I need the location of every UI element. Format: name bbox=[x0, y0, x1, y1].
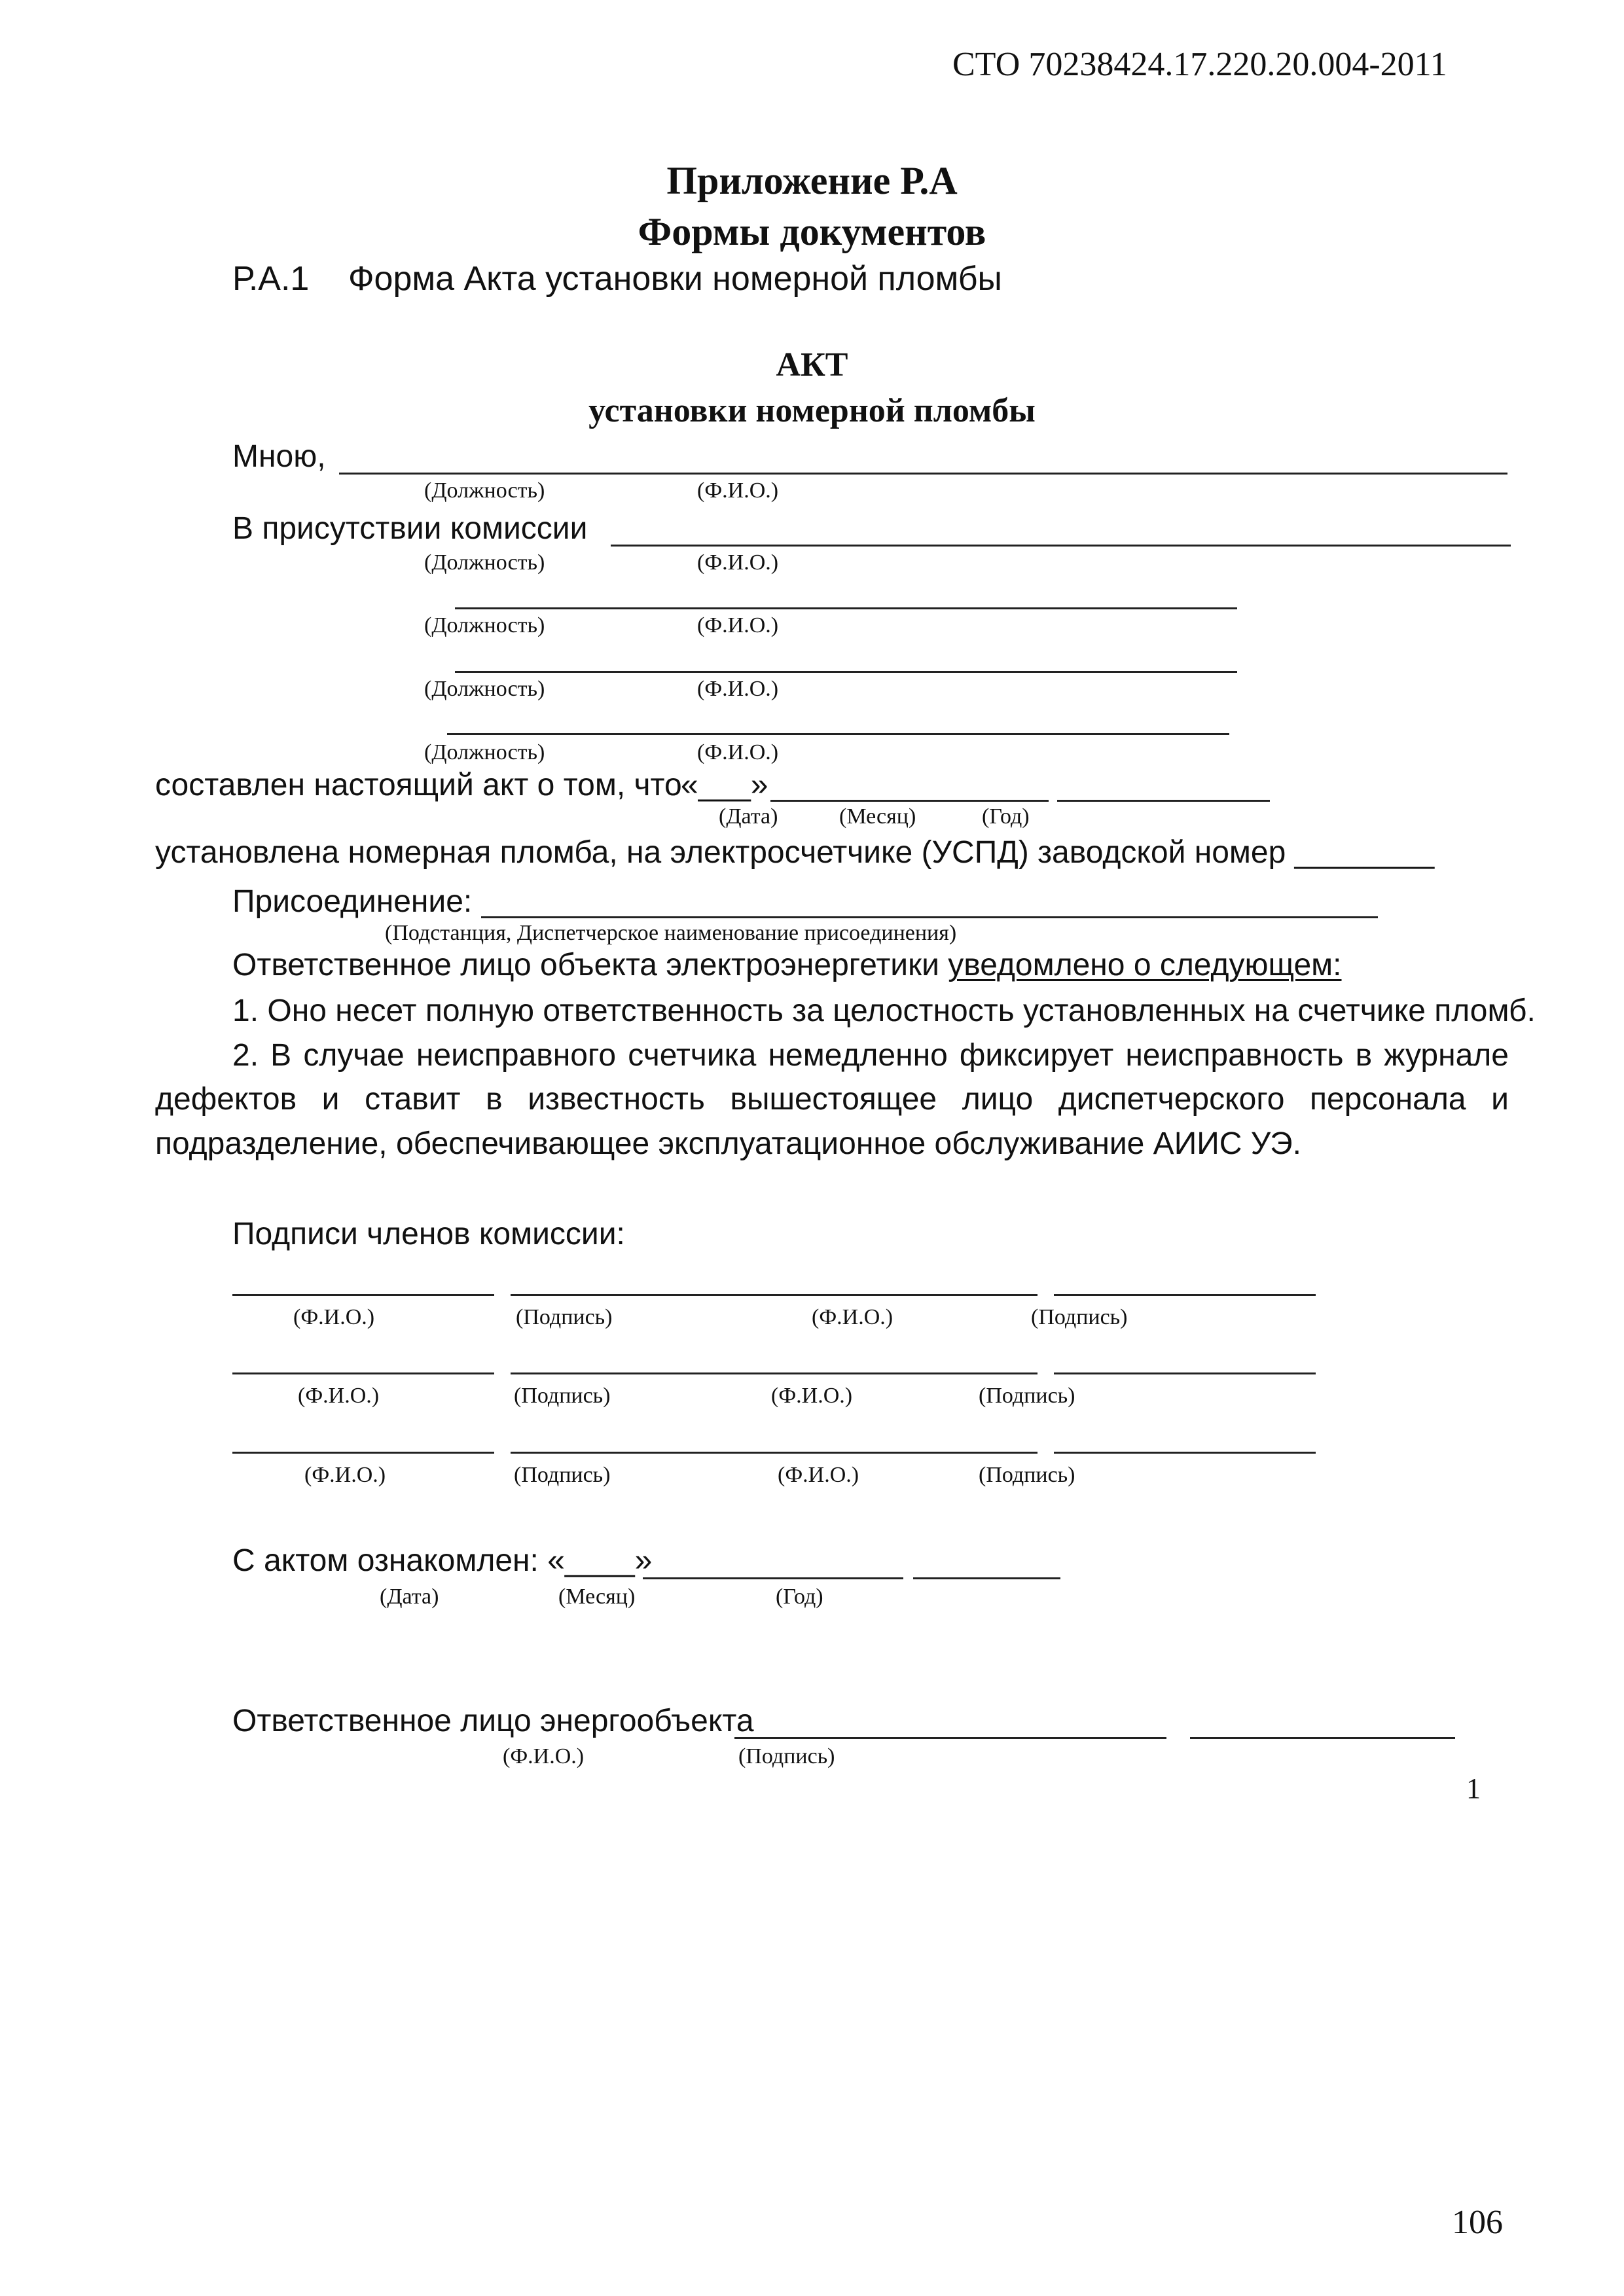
sig-fio-caption: (Ф.И.О.) bbox=[812, 1305, 893, 1329]
sig-sign-line[interactable] bbox=[1054, 1372, 1316, 1374]
acquainted-date-caption: (Дата) bbox=[380, 1585, 439, 1609]
commission-line-2[interactable] bbox=[455, 607, 1237, 609]
commission-line-3[interactable] bbox=[455, 671, 1237, 673]
sig-sign-caption: (Подпись) bbox=[979, 1463, 1075, 1487]
position-caption: (Должность) bbox=[424, 613, 545, 637]
installed-text: установлена номерная пломба, на электросчетчике (УСПД) заводской номер ________ bbox=[155, 835, 1435, 870]
sig-sign-line[interactable] bbox=[511, 1294, 772, 1296]
position-caption: (Должность) bbox=[424, 677, 545, 701]
section-number: Р.А.1 bbox=[232, 260, 310, 298]
fio-caption: (Ф.И.О.) bbox=[697, 550, 779, 575]
footnote-number: 1 bbox=[1466, 1772, 1481, 1804]
sig-sign-line[interactable] bbox=[1054, 1294, 1316, 1296]
sig-fio-line[interactable] bbox=[772, 1372, 1038, 1374]
acquainted-year-caption: (Год) bbox=[776, 1585, 823, 1609]
notified-underlined: уведомлено о следующем: bbox=[948, 948, 1342, 982]
commission-line-1[interactable] bbox=[611, 545, 1511, 547]
commission-label: В присутствии комиссии bbox=[232, 511, 588, 546]
commission-line-4[interactable] bbox=[447, 733, 1229, 735]
position-caption: (Должность) bbox=[424, 740, 545, 764]
by-me-label: Мною, bbox=[232, 439, 326, 474]
sig-sign-line[interactable] bbox=[511, 1372, 772, 1374]
position-caption: (Должность) bbox=[424, 550, 545, 575]
fio-caption: (Ф.И.О.) bbox=[697, 478, 779, 503]
appendix-title: Приложение Р.А bbox=[666, 159, 958, 202]
item-2-line-3: подразделение, обеспечивающее эксплуатационное обслуживание АИИС УЭ. bbox=[155, 1126, 1301, 1161]
section-title: Форма Акта установки номерной пломбы bbox=[348, 260, 1002, 298]
responsible-sign-caption: (Подпись) bbox=[738, 1744, 835, 1768]
act-subtitle: установки номерной пломбы bbox=[588, 392, 1036, 429]
by-me-line[interactable] bbox=[339, 473, 1507, 475]
fio-caption: (Ф.И.О.) bbox=[697, 613, 779, 637]
sig-sign-line[interactable] bbox=[1054, 1452, 1316, 1454]
connection-line[interactable] bbox=[481, 916, 1378, 918]
sig-sign-caption: (Подпись) bbox=[979, 1384, 1075, 1408]
document-code: СТО 70238424.17.220.20.004-2011 bbox=[952, 46, 1447, 83]
sig-fio-caption: (Ф.И.О.) bbox=[293, 1305, 375, 1329]
sig-sign-caption: (Подпись) bbox=[514, 1463, 611, 1487]
sig-fio-caption: (Ф.И.О.) bbox=[778, 1463, 859, 1487]
month-line[interactable] bbox=[770, 800, 1049, 802]
connection-caption: (Подстанция, Диспетчерское наименование присоединения) bbox=[385, 921, 957, 945]
acquainted-year-line[interactable] bbox=[913, 1577, 1060, 1579]
item-2-line-1: 2. В случае неисправного счетчика немедленно фиксирует неисправность в журнале bbox=[232, 1038, 1509, 1073]
sig-fio-caption: (Ф.И.О.) bbox=[771, 1384, 853, 1408]
connection-label: Присоединение: bbox=[232, 884, 473, 919]
acquainted-month-line[interactable] bbox=[643, 1577, 903, 1579]
year-line[interactable] bbox=[1057, 800, 1270, 802]
position-caption: (Должность) bbox=[424, 478, 545, 503]
responsible-sign-line[interactable] bbox=[1190, 1737, 1455, 1739]
sig-fio-line[interactable] bbox=[232, 1452, 494, 1454]
sig-sign-caption: (Подпись) bbox=[1031, 1305, 1128, 1329]
compiled-label: составлен настоящий акт о том, что bbox=[155, 768, 682, 802]
acquainted-label: С актом ознакомлен: «____» bbox=[232, 1543, 653, 1578]
notified-line bbox=[232, 947, 1342, 984]
date-quote[interactable]: «___» bbox=[681, 768, 768, 802]
sig-fio-line[interactable] bbox=[772, 1294, 1038, 1296]
sig-fio-caption: (Ф.И.О.) bbox=[304, 1463, 386, 1487]
sig-fio-caption: (Ф.И.О.) bbox=[298, 1384, 380, 1408]
page-number: 106 bbox=[1452, 2204, 1503, 2241]
sig-fio-line[interactable] bbox=[772, 1452, 1038, 1454]
year-caption: (Год) bbox=[982, 804, 1030, 829]
responsible-fio-caption: (Ф.И.О.) bbox=[503, 1744, 585, 1768]
responsible-label: Ответственное лицо энергообъекта bbox=[232, 1704, 754, 1738]
appendix-subtitle: Формы документов bbox=[638, 210, 986, 253]
date-caption: (Дата) bbox=[719, 804, 778, 829]
sig-fio-line[interactable] bbox=[232, 1294, 494, 1296]
fio-caption: (Ф.И.О.) bbox=[697, 677, 779, 701]
acquainted-month-caption: (Месяц) bbox=[558, 1585, 636, 1609]
sig-sign-caption: (Подпись) bbox=[514, 1384, 611, 1408]
item-2-line-2: дефектов и ставит в известность вышестоящее лицо диспетчерского персонала и bbox=[155, 1082, 1509, 1117]
month-caption: (Месяц) bbox=[839, 804, 916, 829]
sig-sign-line[interactable] bbox=[511, 1452, 772, 1454]
notified-prefix: Ответственное лицо объекта электроэнергетики bbox=[232, 948, 939, 982]
signatures-label: Подписи членов комиссии: bbox=[232, 1217, 625, 1251]
responsible-fio-line[interactable] bbox=[734, 1737, 1166, 1739]
sig-fio-line[interactable] bbox=[232, 1372, 494, 1374]
act-title: АКТ bbox=[776, 346, 848, 384]
item-1: 1. Оно несет полную ответственность за целостность установленных на счетчике пломб. bbox=[232, 994, 1536, 1028]
fio-caption: (Ф.И.О.) bbox=[697, 740, 779, 764]
sig-sign-caption: (Подпись) bbox=[516, 1305, 613, 1329]
